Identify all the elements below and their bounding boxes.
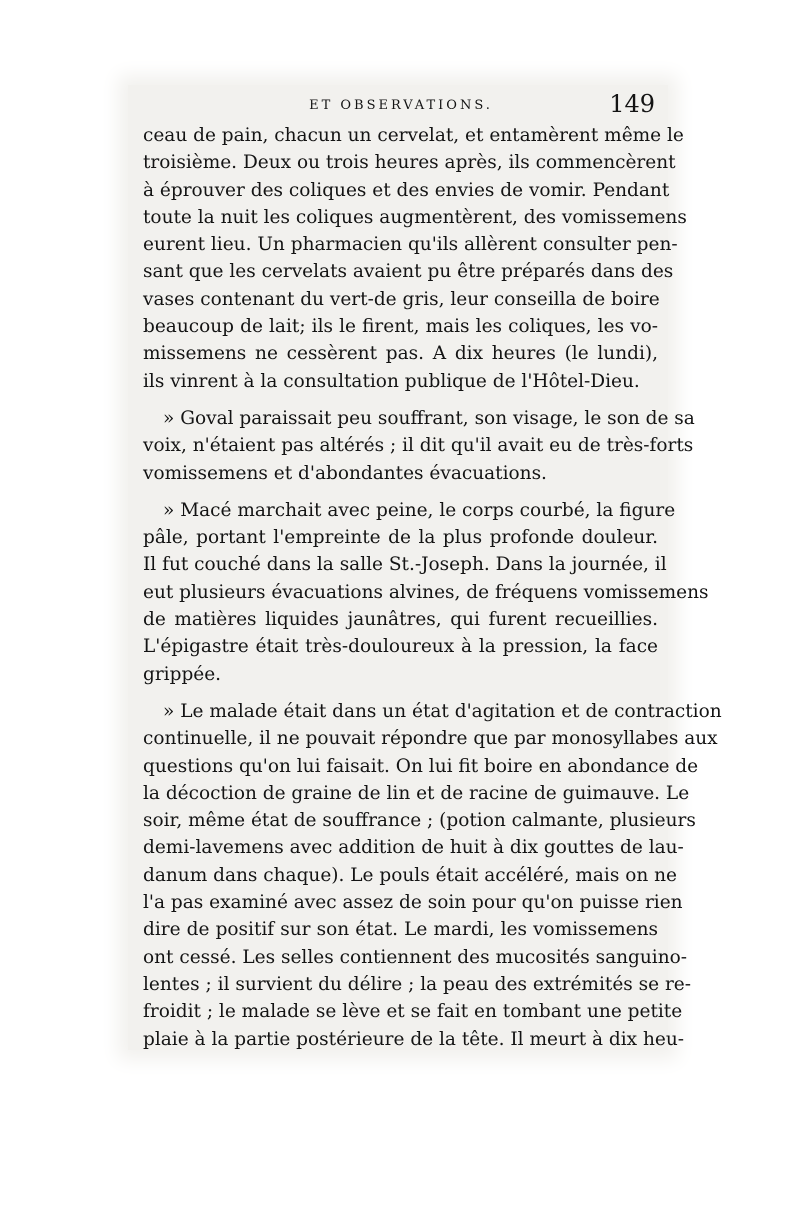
text-line: l'a pas examiné avec assez de soin pour qu'on puisse rien xyxy=(143,892,683,914)
text-line: grippée. xyxy=(143,663,222,685)
text-line: vomissemens et d'abondantes évacuations. xyxy=(143,462,547,484)
text-line: missemens ne cessèrent pas. A dix heures (le lundi), xyxy=(143,343,658,365)
text-line: de matières liquides jaunâtres, qui furent recueillies. xyxy=(143,609,658,631)
text-line: vases contenant du vert-de gris, leur conseilla de boire xyxy=(143,288,660,310)
text-line: sant que les cervelats avaient pu être préparés dans des xyxy=(143,261,674,283)
text-line: pâle, portant l'empreinte de la plus profonde douleur. xyxy=(143,527,658,549)
text-line: continuelle, il ne pouvait répondre que par monosyllabes aux xyxy=(143,728,718,750)
text-line: dire de positif sur son état. Le mardi, les vomissemens xyxy=(143,919,658,941)
text-line: » Goval paraissait peu souffrant, son visage, le son de sa xyxy=(163,407,695,429)
text-line: troisième. Deux ou trois heures après, ils commencèrent xyxy=(143,152,676,174)
text-line: plaie à la partie postérieure de la tête. Il meurt à dix heu- xyxy=(143,1028,685,1050)
text-line: ils vinrent à la consultation publique de l'Hôtel-Dieu. xyxy=(143,370,640,392)
paragraph-3 xyxy=(143,497,709,688)
text-line: soir, même état de souffrance ; (potion calmante, plusieurs xyxy=(143,810,696,832)
paragraph-1 xyxy=(143,122,687,395)
paragraph-2 xyxy=(143,405,695,487)
text-line: questions qu'on lui faisait. On lui fit boire en abondance de xyxy=(143,755,699,777)
text-line: froidit ; le malade se lève et se fait en tombant une petite xyxy=(143,1001,683,1023)
text-line: ceau de pain, chacun un cervelat, et entamèrent même le xyxy=(143,125,684,146)
text-line: Il fut couché dans la salle St.-Joseph. Dans la journée, il xyxy=(143,554,667,576)
text-line: beaucoup de lait; ils le firent, mais les coliques, les vo- xyxy=(143,316,658,338)
text-line: eut plusieurs évacuations alvines, de fréquens vomissemens xyxy=(143,581,709,603)
text-line: L'épigastre était très-douloureux à la pression, la face xyxy=(143,636,658,658)
text-line: lentes ; il survient du délire ; la peau des extrémités se re- xyxy=(143,973,692,995)
body-text xyxy=(143,122,722,1053)
paragraph-gap xyxy=(143,487,658,497)
text-line: eurent lieu. Un pharmacien qu'ils allèrent consulter pen- xyxy=(143,234,678,256)
paragraph-gap xyxy=(143,395,658,405)
text-line: » Le malade était dans un état d'agitation et de contraction xyxy=(163,700,722,722)
text-line: voix, n'étaient pas altérés ; il dit qu'il avait eu de très-forts xyxy=(143,435,694,457)
paragraph-gap xyxy=(143,688,658,698)
text-line: ont cessé. Les selles contiennent des mucosités sanguino- xyxy=(143,946,688,968)
running-title: ET OBSERVATIONS. xyxy=(309,98,493,113)
page-number: 149 xyxy=(609,90,655,118)
text-line: demi-lavemens avec addition de huit à dix gouttes de lau- xyxy=(143,837,684,859)
text-line: » Macé marchait avec peine, le corps courbé, la figure xyxy=(163,499,676,521)
text-line: la décoction de graine de lin et de racine de guimauve. Le xyxy=(143,782,690,804)
text-line: toute la nuit les coliques augmentèrent, des vomissemens xyxy=(143,206,687,228)
text-line: danum dans chaque). Le pouls était accéléré, mais on ne xyxy=(143,864,677,886)
text-line: à éprouver des coliques et des envies de vomir. Pendant xyxy=(143,179,670,201)
paragraph-4 xyxy=(143,698,722,1053)
